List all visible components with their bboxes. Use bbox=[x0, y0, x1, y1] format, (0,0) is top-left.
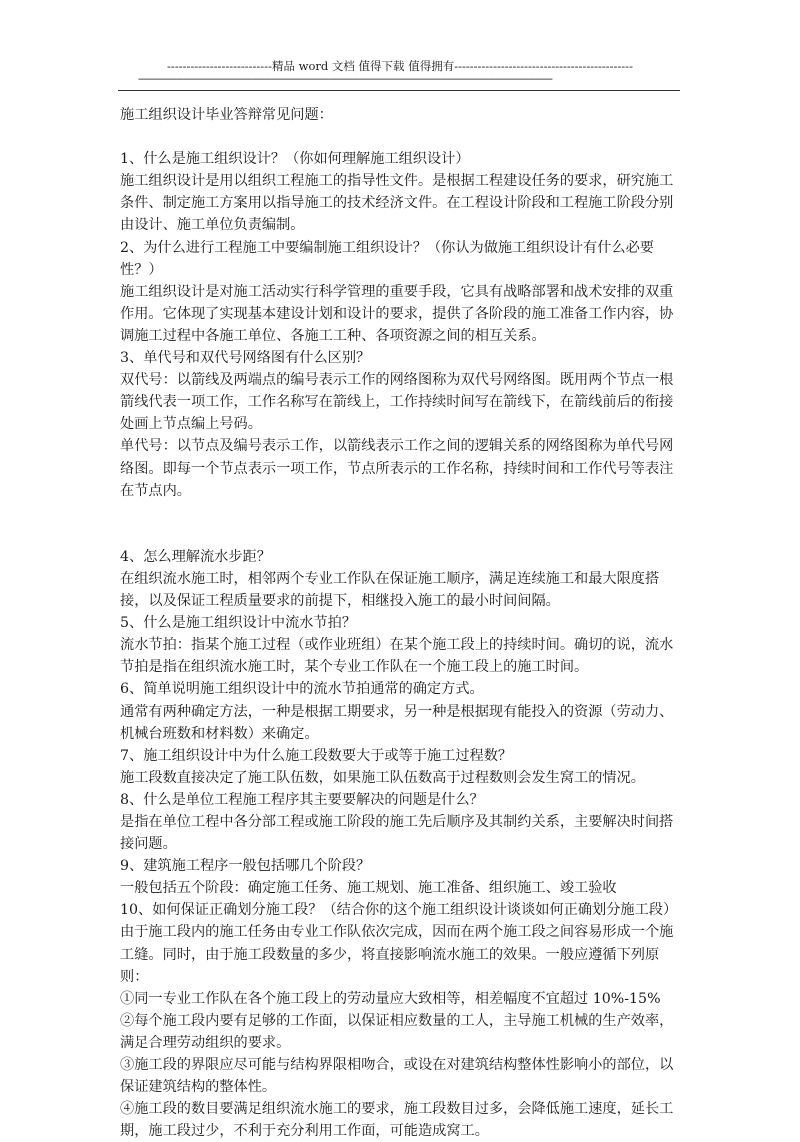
principle-3: ③施工段的界限应尽可能与结构界限相吻合，或设在对建筑结构整体性影响小的部位，以保证建筑结构的整体性。 bbox=[120, 1057, 674, 1096]
answer-2: 施工组织设计是对施工活动实行科学管理的重要手段，它具有战略部署和战术安排的双重作用。它体现了实现基本建设计划和设计的要求，提供了各阶段的施工准备工作内容，协调施工过程中各施工单位、各施工工种、各项资源之间的相互关系。 bbox=[120, 283, 674, 344]
spacer bbox=[120, 502, 686, 524]
question-2: 2、为什么进行工程施工中要编制施工组织设计？（你认为做施工组织设计有什么必要性？） bbox=[120, 239, 654, 278]
answer-4: 在组织流水施工时，相邻两个专业工作队在保证施工顺序，满足连续施工和最大限度搭接，以及保证工程质量要求的前提下，相继投入施工的最小时间间隔。 bbox=[120, 570, 660, 610]
spacer bbox=[120, 126, 686, 148]
answer-3-single-code: 单代号：以节点及编号表示工作，以箭线表示工作之间的逻辑关系的网络图称为单代号网络图。即每一个节点表示一项工作，节点所表示的工作名称，持续时间和工作代号等表注在节点内。 bbox=[120, 438, 674, 499]
question-7: 7、施工组织设计中为什么施工段数要大于或等于施工过程数？ bbox=[120, 747, 513, 764]
document-body bbox=[120, 104, 686, 1142]
answer-7: 施工段数直接决定了施工队伍数，如果施工队伍数高于过程数则会发生窝工的情况。 bbox=[120, 769, 645, 786]
question-6: 6、简单说明施工组织设计中的流水节拍通常的确定方式。 bbox=[120, 681, 484, 698]
answer-5: 流水节拍：指某个施工过程（或作业班组）在某个施工段上的持续时间。确切的说，流水节拍是指在组织流水施工时，某个专业工作队在一个施工段上的施工时间。 bbox=[120, 637, 674, 676]
question-5: 5、什么是施工组织设计中流水节拍？ bbox=[120, 615, 357, 632]
answer-9: 一般包括五个阶段：确定施工任务、施工规划、施工准备、组织施工、竣工验收 bbox=[120, 880, 617, 897]
answer-10: 由于施工段内的施工任务由专业工作队依次完成，因而在两个施工段之间容易形成一个施工缝。同时，由于施工段数量的多少，将直接影响流水施工的效果。一般应遵循下列原则： bbox=[120, 924, 674, 985]
principle-2: ②每个施工段内要有足够的工作面，以保证相应数量的工人，主导施工机械的生产效率，满足合理劳动组织的要求。 bbox=[120, 1012, 674, 1051]
answer-8: 是指在单位工程中各分部工程或施工阶段的施工先后顺序及其制约关系，主要解决时间搭接问题。 bbox=[120, 814, 674, 853]
page-header-dashes: ------------------------------------------------------------------------------------------------------------------------------------------------------------------------------ bbox=[138, 74, 552, 85]
answer-1: 施工组织设计是用以组织工程施工的指导性文件。是根据工程建设任务的要求，研究施工条件、制定施工方案用以指导施工的技术经济文件。在工程设计阶段和工程施工阶段分别由设计、施工单位负责编制。 bbox=[120, 173, 674, 234]
answer-3-double-code: 双代号：以箭线及两端点的编号表示工作的网络图称为双代号网络图。既用两个节点一根箭线代表一项工作，工作名称写在箭线上，工作持续时间写在箭线下，在箭线前后的衔接处画上节点编上号码。 bbox=[120, 372, 674, 433]
spacer bbox=[120, 524, 686, 546]
answer-6: 通常有两种确定方法，一种是根据工期要求，另一种是根据现有能投入的资源（劳动力、机械台班数和材料数）来确定。 bbox=[120, 703, 674, 742]
page-header-banner: ---------------------------精品 word 文档 值得下载 值得拥有---------------------------------------------- bbox=[167, 59, 633, 73]
question-4: 4、怎么理解流水步距？ bbox=[120, 548, 271, 565]
question-8: 8、什么是单位工程施工程序其主要要解决的问题是什么？ bbox=[120, 791, 484, 808]
principle-4: ④施工段的数目要满足组织流水施工的要求，施工段数目过多，会降低施工速度，延长工期，施工段过少，不利于充分利用工作面，可能造成窝工。 bbox=[120, 1101, 674, 1140]
principle-1: ①同一专业工作队在各个施工段上的劳动量应大致相等，相差幅度不宜超过 10%-15% bbox=[120, 990, 661, 1007]
question-1: 1、什么是施工组织设计？（你如何理解施工组织设计） bbox=[120, 151, 470, 168]
question-3: 3、单代号和双代号网络图有什么区别？ bbox=[120, 350, 371, 367]
header-divider bbox=[118, 90, 680, 91]
question-9: 9、建筑施工程序一般包括哪几个阶段？ bbox=[120, 858, 371, 875]
question-10: 10、如何保证正确划分施工段？（结合你的这个施工组织设计谈谈如何正确划分施工段） bbox=[120, 902, 678, 919]
document-title: 施工组织设计毕业答辩常见问题： bbox=[120, 107, 333, 123]
